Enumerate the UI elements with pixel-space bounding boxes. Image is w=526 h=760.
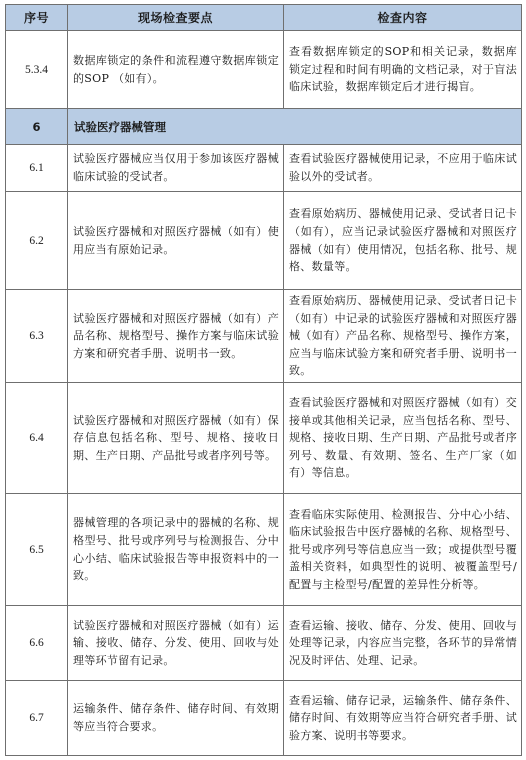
header-number: 序号 [6, 5, 68, 31]
row-check-point: 数据库锁定的条件和流程遵守数据库锁定的SOP （如有）。 [68, 31, 284, 109]
row-number: 6.3 [6, 290, 68, 383]
row-check-content: 查看临床实际使用、检测报告、分中心小结、临床试验报告中医疗器械的名称、规格型号、批号或序列号等信息应当一致；或提供型号覆盖相关资料，如典型性的说明、被覆盖型号/配置与主检型号/配置的差异性分析等。 [284, 494, 522, 606]
table-row [6, 290, 522, 383]
table-row [6, 145, 522, 192]
row-number: 6.1 [6, 145, 68, 192]
table-row [6, 606, 522, 681]
row-check-point: 试验医疗器械和对照医疗器械（如有）使用应当有原始记录。 [68, 192, 284, 290]
section-title: 试验医疗器械管理 [68, 109, 522, 145]
row-number: 6.7 [6, 681, 68, 756]
row-check-point: 试验医疗器械和对照医疗器械（如有）保存信息包括名称、型号、规格、接收日期、生产日期、产品批号或者序列号等。 [68, 383, 284, 494]
section-number: 6 [6, 109, 68, 145]
table-row [6, 383, 522, 494]
table-row [6, 192, 522, 290]
row-check-point: 试验医疗器械和对照医疗器械（如有）产品名称、规格型号、操作方案与临床试验方案和研究者手册、说明书一致。 [68, 290, 284, 383]
row-check-point: 器械管理的各项记录中的器械的名称、规格型号、批号或序列号与检测报告、分中心小结、临床试验报告等申报资料中的一致。 [68, 494, 284, 606]
row-check-point: 试验医疗器械应当仅用于参加该医疗器械临床试验的受试者。 [68, 145, 284, 192]
row-check-content: 查看原始病历、器械使用记录、受试者日记卡（如有），应当记录试验医疗器械和对照医疗器械（如有）使用情况，包括名称、批号、规格、数量等。 [284, 192, 522, 290]
row-number: 6.6 [6, 606, 68, 681]
row-check-content: 查看原始病历、器械使用记录、受试者日记卡（如有）中记录的试验医疗器械和对照医疗器械（如有）产品名称、规格型号、操作方案，应当与临床试验方案和研究者手册、说明书一致。 [284, 290, 522, 383]
row-number: 6.4 [6, 383, 68, 494]
row-check-point: 运输条件、储存条件、储存时间、有效期等应当符合要求。 [68, 681, 284, 756]
row-check-content: 查看数据库锁定的SOP和相关记录，数据库锁定过程和时间有明确的文档记录，对于盲法临床试验，数据库锁定后才进行揭盲。 [284, 31, 522, 109]
row-check-content: 查看试验医疗器械使用记录，不应用于临床试验以外的受试者。 [284, 145, 522, 192]
table-row [6, 31, 522, 109]
header-check-point: 现场检查要点 [68, 5, 284, 31]
table-header-row [6, 5, 522, 31]
row-check-content: 查看试验医疗器械和对照医疗器械（如有）交接单或其他相关记录，应当包括名称、型号、规格、接收日期、生产日期、产品批号或者序列号、数量、有效期、签名、生产厂家（如有）等信息。 [284, 383, 522, 494]
row-check-point: 试验医疗器械和对照医疗器械（如有）运输、接收、储存、分发、使用、回收与处理等环节留有记录。 [68, 606, 284, 681]
row-number: 6.5 [6, 494, 68, 606]
row-number: 6.2 [6, 192, 68, 290]
row-check-content: 查看运输、储存记录，运输条件、储存条件、储存时间、有效期等应当符合研究者手册、试验方案、说明书等要求。 [284, 681, 522, 756]
section-row [6, 109, 522, 145]
table-row [6, 494, 522, 606]
table-row [6, 681, 522, 756]
inspection-table [5, 4, 522, 756]
row-check-content: 查看运输、接收、储存、分发、使用、回收与处理等记录，内容应当完整，各环节的异常情况及时评估、处理、记录。 [284, 606, 522, 681]
header-check-content: 检查内容 [284, 5, 522, 31]
row-number: 5.3.4 [6, 31, 68, 109]
